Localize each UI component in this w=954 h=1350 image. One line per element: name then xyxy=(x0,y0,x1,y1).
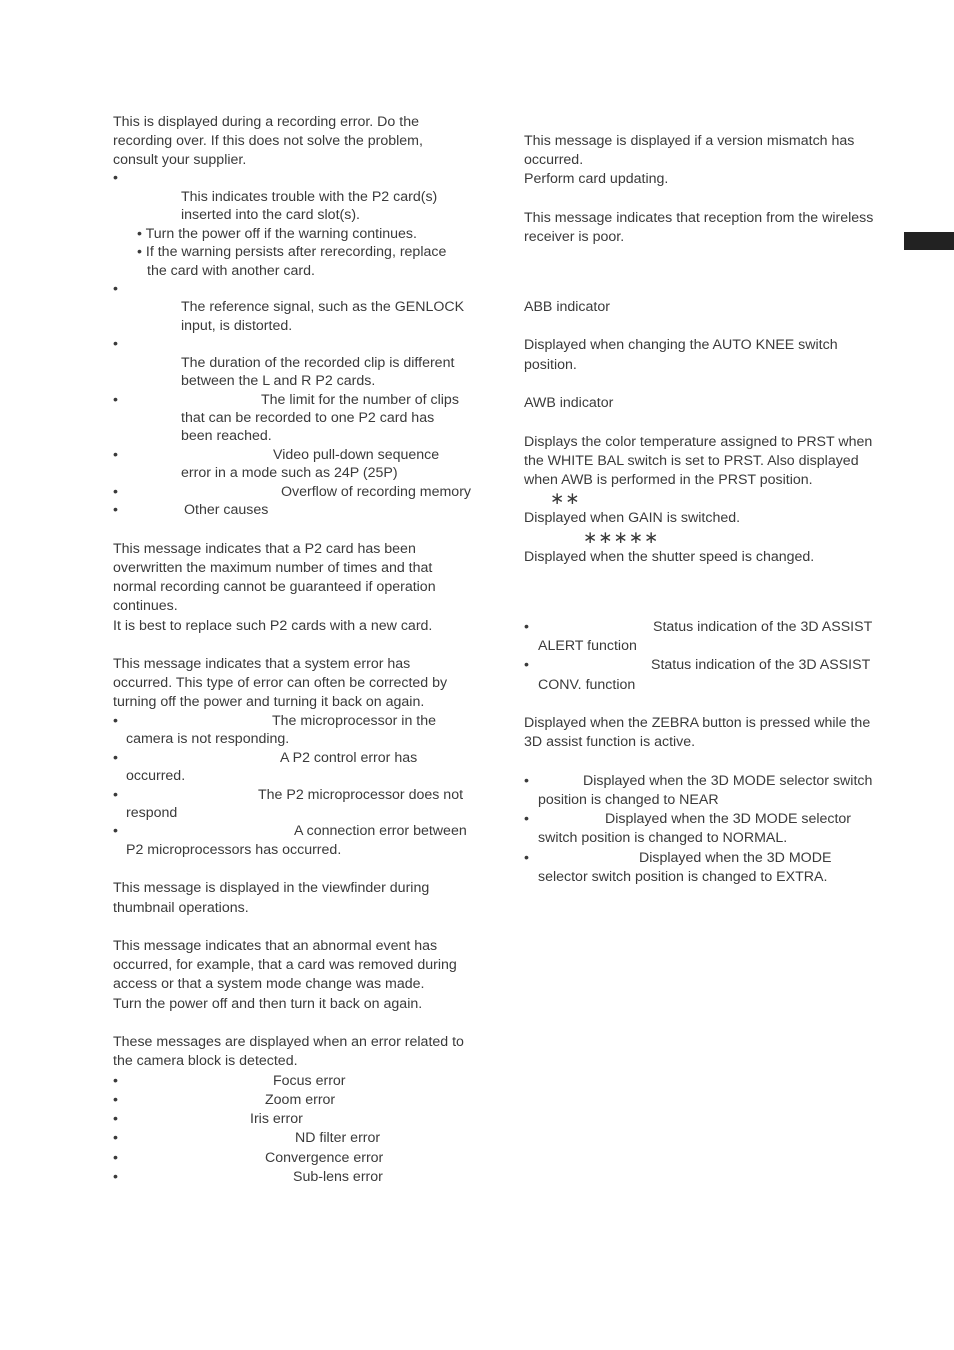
bullet: • xyxy=(113,392,118,408)
bullet: • xyxy=(113,447,118,463)
bullet: • xyxy=(524,657,529,673)
shutter-text: Displayed when the shutter speed is changed. xyxy=(524,549,815,565)
list-item-text: Video pull-down sequence xyxy=(273,447,440,463)
overwrite-text: This message indicates that a P2 card has been xyxy=(113,541,416,557)
abnormal-text: occurred, for example, that a card was removed during xyxy=(113,957,457,973)
list-item-text: inserted into the card slot(s). xyxy=(181,207,360,223)
list-item-text: input, is distorted. xyxy=(181,318,293,334)
list-item-text: switch position is changed to NORMAL. xyxy=(538,830,788,846)
bullet: • xyxy=(113,750,118,766)
bullet: • xyxy=(113,1111,118,1127)
list-item-text: Displayed when the 3D MODE xyxy=(639,850,832,866)
system-error-text: turning off the power and turning it back on again. xyxy=(113,694,425,710)
list-item-text: been reached. xyxy=(181,428,272,444)
bullet: • xyxy=(113,787,118,803)
bullet: • xyxy=(113,1130,118,1146)
wireless-text: This message indicates that reception from the wireless xyxy=(524,210,874,226)
section-tab-marker xyxy=(904,232,954,250)
list-item-text: between the L and R P2 cards. xyxy=(181,373,376,389)
list-item-text: Overflow of recording memory xyxy=(281,484,472,500)
list-item-text: This indicates trouble with the P2 card(s) xyxy=(181,189,438,205)
list-item-text: A connection error between xyxy=(294,823,467,839)
bullet: • xyxy=(113,1073,118,1089)
bullet: • xyxy=(113,502,118,518)
list-item-text: Zoom error xyxy=(265,1092,336,1108)
abnormal-text: This message indicates that an abnormal event has xyxy=(113,938,438,954)
bullet: • xyxy=(113,1169,118,1185)
auto-knee-text: position. xyxy=(524,357,577,373)
version-text: This message is displayed if a version mismatch has xyxy=(524,133,855,149)
sub-list-item-text: the card with another card. xyxy=(147,263,315,279)
list-item-text: The reference signal, such as the GENLOCK xyxy=(181,299,465,315)
overwrite-text: It is best to replace such P2 cards with a new card. xyxy=(113,618,433,634)
thumbnail-text: thumbnail operations. xyxy=(113,900,249,916)
bullet: • xyxy=(524,850,529,866)
prst-text: Displays the color temperature assigned to PRST when xyxy=(524,434,873,450)
gain-symbol: ∗∗ xyxy=(550,489,581,508)
bullet: • xyxy=(113,281,118,297)
list-item-text: Other causes xyxy=(184,502,269,518)
overwrite-text: normal recording cannot be guaranteed if operation xyxy=(113,579,436,595)
list-item-text: The limit for the number of clips xyxy=(261,392,459,408)
system-error-text: This message indicates that a system error has xyxy=(113,656,411,672)
bullet: • xyxy=(113,1150,118,1166)
bullet: • xyxy=(113,823,118,839)
list-item-text: Status indication of the 3D ASSIST xyxy=(653,619,873,635)
list-item-text: occurred. xyxy=(126,768,186,784)
list-item-text: camera is not responding. xyxy=(126,731,290,747)
list-item-text: ALERT function xyxy=(538,638,637,654)
shutter-symbol: ∗∗∗∗∗ xyxy=(583,528,660,547)
prst-text: when AWB is performed in the PRST position. xyxy=(524,472,813,488)
list-item-text: selector switch position is changed to EXTRA. xyxy=(538,869,828,885)
list-item-text: error in a mode such as 24P (25P) xyxy=(181,465,398,481)
overwrite-text: overwritten the maximum number of times and that xyxy=(113,560,433,576)
bullet: • xyxy=(113,1092,118,1108)
list-item-text: Sub-lens error xyxy=(293,1169,383,1185)
sub-list-item-text: • Turn the power off if the warning continues. xyxy=(137,226,417,242)
thumbnail-text: This message is displayed in the viewfinder during xyxy=(113,880,430,896)
sub-list-item-text: • If the warning persists after rerecording, replace xyxy=(137,244,447,260)
bullet: • xyxy=(524,811,529,827)
list-item-text: The P2 microprocessor does not xyxy=(258,787,464,803)
list-item-text: Displayed when the 3D MODE selector switch xyxy=(583,773,873,789)
list-item-text: Focus error xyxy=(273,1073,346,1089)
list-item-text: ND filter error xyxy=(295,1130,381,1146)
bullet: • xyxy=(524,619,529,635)
camera-block-text: the camera block is detected. xyxy=(113,1053,298,1069)
list-item-text: The duration of the recorded clip is different xyxy=(181,355,455,371)
list-item-text: Convergence error xyxy=(265,1150,384,1166)
list-item-text: Status indication of the 3D ASSIST xyxy=(651,657,871,673)
system-error-text: occurred. This type of error can often be corrected by xyxy=(113,675,448,691)
recording-error-text: consult your supplier. xyxy=(113,152,247,168)
list-item-text: The microprocessor in the xyxy=(272,713,437,729)
abb-indicator-text: ABB indicator xyxy=(524,299,610,315)
list-item-text: position is changed to NEAR xyxy=(538,792,719,808)
list-item-text: that can be recorded to one P2 card has xyxy=(181,410,435,426)
list-item-text: Displayed when the 3D MODE selector xyxy=(605,811,852,827)
bullet: • xyxy=(113,336,118,352)
list-item-text: Iris error xyxy=(250,1111,303,1127)
bullet: • xyxy=(524,773,529,789)
version-text: Perform card updating. xyxy=(524,171,669,187)
bullet: • xyxy=(113,713,118,729)
abnormal-text: access or that a system mode change was made. xyxy=(113,976,425,992)
prst-text: the WHITE BAL switch is set to PRST. Also displayed xyxy=(524,453,859,469)
recording-error-text: This is displayed during a recording error. Do the xyxy=(113,114,419,130)
gain-text: Displayed when GAIN is switched. xyxy=(524,510,741,526)
version-text: occurred. xyxy=(524,152,584,168)
recording-error-text: recording over. If this does not solve the problem, xyxy=(113,133,423,149)
list-item-text: CONV. function xyxy=(538,677,636,693)
bullet: • xyxy=(113,170,118,186)
list-item-text: respond xyxy=(126,805,178,821)
abnormal-text: Turn the power off and then turn it back on again. xyxy=(113,996,423,1012)
wireless-text: receiver is poor. xyxy=(524,229,625,245)
zebra-text: 3D assist function is active. xyxy=(524,734,696,750)
camera-block-text: These messages are displayed when an error related to xyxy=(113,1034,464,1050)
zebra-text: Displayed when the ZEBRA button is pressed while the xyxy=(524,715,871,731)
overwrite-text: continues. xyxy=(113,598,178,614)
auto-knee-text: Displayed when changing the AUTO KNEE switch xyxy=(524,337,838,353)
bullet: • xyxy=(113,484,118,500)
list-item-text: A P2 control error has xyxy=(280,750,418,766)
list-item-text: P2 microprocessors has occurred. xyxy=(126,842,342,858)
awb-indicator-text: AWB indicator xyxy=(524,395,614,411)
